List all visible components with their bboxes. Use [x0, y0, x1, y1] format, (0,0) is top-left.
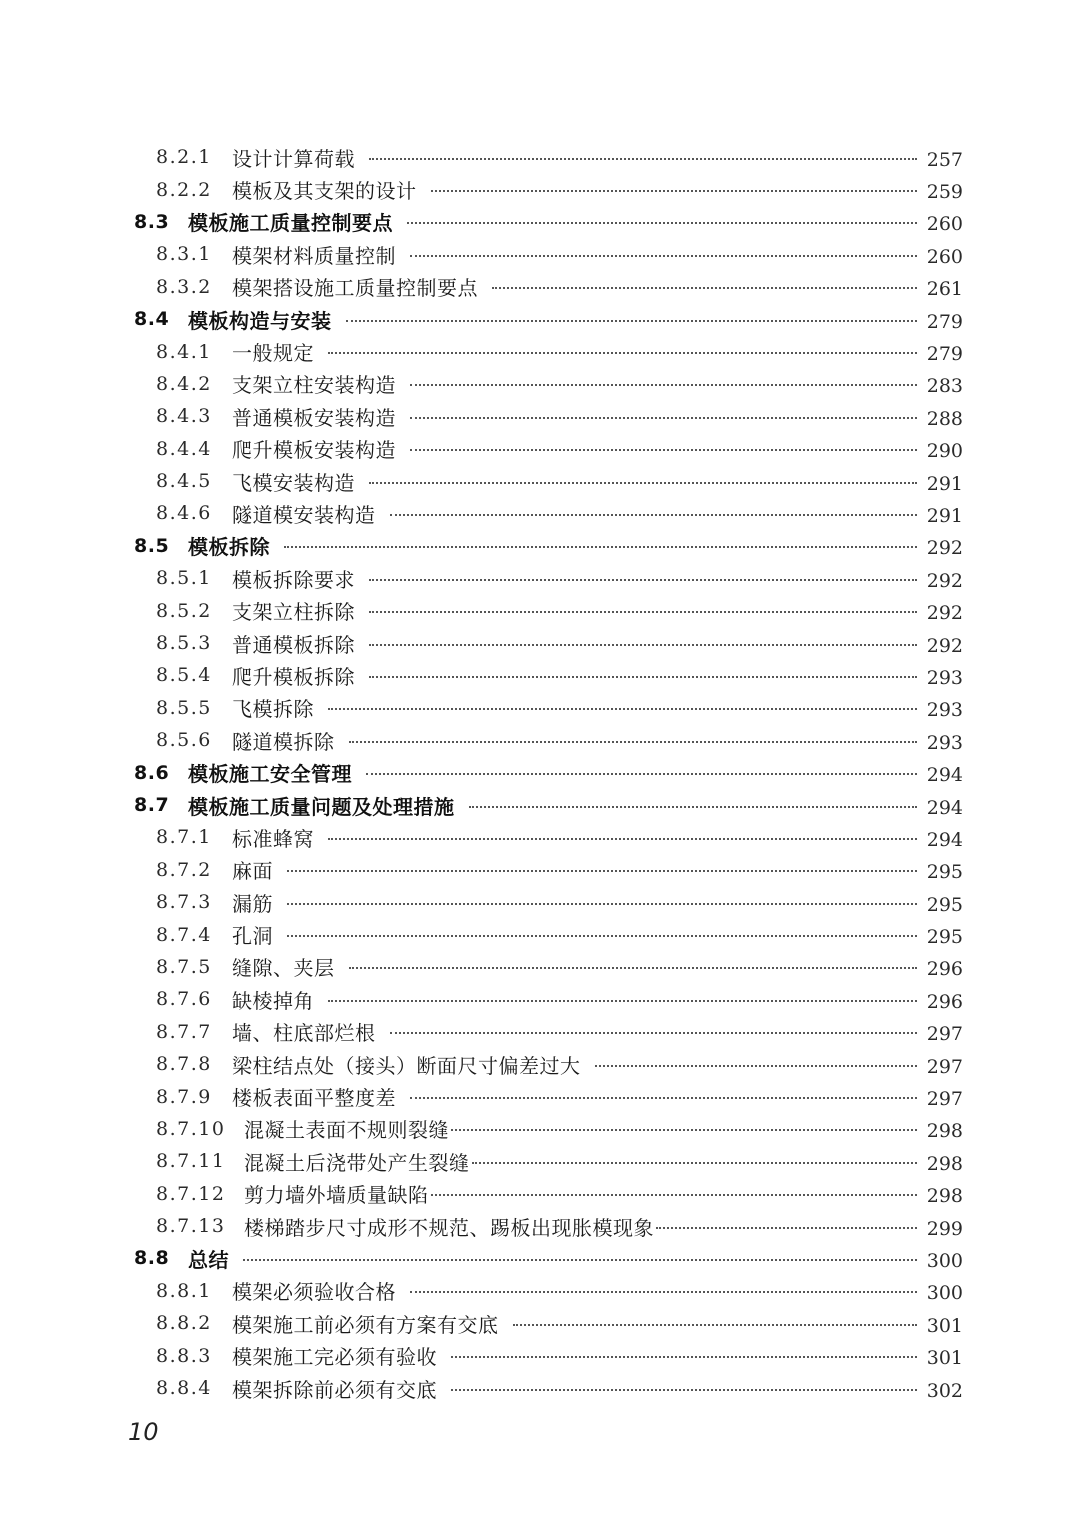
toc-subsection-row[interactable]: [0, 821, 1080, 853]
toc-subsection-row[interactable]: [0, 659, 1080, 691]
toc-entry-line: [232, 823, 963, 852]
toc-entry-title: 飞模拆除: [232, 697, 314, 722]
toc-subsection-row[interactable]: [0, 173, 1080, 205]
toc-entry-page: 291: [926, 472, 963, 495]
dot-leader: [451, 1129, 917, 1131]
toc-entry-line: [232, 952, 963, 981]
toc-entry-line: [232, 1082, 963, 1111]
toc-entry-line: [232, 920, 963, 949]
toc-entry-title: 一般规定: [232, 341, 314, 366]
toc-entry-line: [232, 499, 963, 528]
page-number: 10: [128, 1418, 159, 1446]
toc-section-row[interactable]: [0, 789, 1080, 821]
toc-entry-page: 295: [926, 861, 963, 884]
toc-entry-number: 8.8.4: [156, 1377, 212, 1400]
toc-entry-line: [244, 1179, 963, 1208]
toc-entry-page: 292: [926, 602, 963, 625]
dot-leader: [410, 449, 917, 451]
toc-entry-number: 8.3.1: [156, 243, 212, 266]
toc-subsection-row[interactable]: [0, 1080, 1080, 1112]
toc-entry-line: [232, 629, 963, 658]
toc-entry-title: 漏筋: [232, 891, 273, 916]
toc-entry-number: 8.7.2: [156, 858, 212, 881]
dot-leader: [328, 352, 917, 354]
toc-entry-line: [232, 1276, 963, 1305]
toc-entry-page: 299: [926, 1217, 963, 1240]
toc-entry-title: 剪力墙外墙质量缺陷: [244, 1183, 429, 1208]
toc-entry-number: 8.5: [134, 534, 170, 557]
dot-leader: [346, 320, 917, 322]
toc-entry-page: 293: [926, 666, 963, 689]
toc-entry-title: 设计计算荷载: [232, 146, 355, 171]
toc-entry-page: 292: [926, 634, 963, 657]
dot-leader: [410, 1097, 917, 1099]
toc-section-row[interactable]: [0, 206, 1080, 238]
toc-entry-page: 294: [926, 828, 963, 851]
toc-entry-page: 261: [926, 278, 963, 301]
dot-leader: [328, 1000, 917, 1002]
toc-subsection-row[interactable]: [0, 983, 1080, 1015]
toc-entry-page: 292: [926, 569, 963, 592]
toc-entry-line: [232, 467, 963, 496]
toc-entry-line: [244, 1114, 963, 1143]
toc-subsection-row[interactable]: [0, 433, 1080, 465]
toc-entry-line: [188, 531, 963, 560]
toc-subsection-row[interactable]: [0, 951, 1080, 983]
toc-entry-page: 260: [926, 245, 963, 268]
toc-entry-line: [188, 305, 963, 334]
toc-subsection-row[interactable]: [0, 400, 1080, 432]
toc-entry-page: 297: [926, 1088, 963, 1111]
toc-entry-number: 8.7.3: [156, 891, 212, 914]
toc-entry-title: 模板施工质量控制要点: [188, 211, 393, 236]
toc-entry-number: 8.4.6: [156, 502, 212, 525]
toc-entry-page: 288: [926, 407, 963, 430]
toc-entry-number: 8.7.6: [156, 988, 212, 1011]
toc-entry-page: 290: [926, 440, 963, 463]
toc-entry-title: 梁柱结点处（接头）断面尺寸偏差过大: [232, 1053, 581, 1078]
dot-leader: [451, 1389, 917, 1391]
toc-entry-page: 259: [926, 181, 963, 204]
toc-subsection-row[interactable]: [0, 1307, 1080, 1339]
toc-entry-page: 298: [926, 1152, 963, 1175]
dot-leader: [472, 1162, 917, 1164]
dot-leader: [287, 870, 917, 872]
toc-entry-page: 297: [926, 1055, 963, 1078]
dot-leader: [656, 1227, 917, 1229]
toc-entry-title: 隧道模安装构造: [232, 502, 376, 527]
toc-entry-title: 普通模板安装构造: [232, 405, 396, 430]
toc-entry-title: 模板施工质量问题及处理措施: [188, 794, 455, 819]
toc-entry-page: 302: [926, 1379, 963, 1402]
toc-entry-line: [232, 175, 963, 204]
toc-subsection-row[interactable]: [0, 1048, 1080, 1080]
toc-entry-line: [232, 1017, 963, 1046]
dot-leader: [410, 1291, 917, 1293]
toc-subsection-row[interactable]: [0, 1275, 1080, 1307]
toc-entry-number: 8.7: [134, 794, 170, 816]
dot-leader: [469, 806, 917, 808]
toc-entry-number: 8.8: [134, 1247, 170, 1270]
dot-leader: [410, 255, 917, 257]
toc-entry-line: [232, 1309, 963, 1338]
toc-subsection-row[interactable]: [0, 497, 1080, 529]
dot-leader: [451, 1356, 917, 1358]
toc-entry-line: [232, 693, 963, 722]
toc-entry-number: 8.5.3: [156, 632, 212, 655]
dot-leader: [390, 1032, 917, 1034]
toc-entry-page: 297: [926, 1023, 963, 1046]
toc-entry-title: 孔洞: [232, 924, 273, 949]
toc-entry-title: 缺棱掉角: [232, 988, 314, 1013]
toc-entry-line: [232, 564, 963, 593]
toc-entry-line: [244, 1147, 963, 1176]
toc-entry-number: 8.3: [134, 210, 170, 233]
dot-leader: [369, 158, 917, 160]
dot-leader: [369, 611, 917, 613]
dot-leader: [410, 384, 917, 386]
toc-entry-number: 8.2.2: [156, 178, 212, 201]
toc-entry-line: [232, 434, 963, 463]
toc-entry-title: 爬升模板拆除: [232, 664, 355, 689]
toc-entry-title: 标准蜂窝: [232, 826, 314, 851]
dot-leader: [595, 1065, 917, 1067]
toc-entry-title: 模架施工前必须有方案有交底: [232, 1312, 499, 1337]
toc-entry-title: 模板拆除要求: [232, 567, 355, 592]
dot-leader: [407, 222, 917, 224]
dot-leader: [328, 838, 917, 840]
toc-entry-title: 模板构造与安装: [188, 308, 332, 333]
toc-subsection-row[interactable]: [0, 1016, 1080, 1048]
toc-entry-page: 296: [926, 958, 963, 981]
toc-subsection-row[interactable]: [0, 141, 1080, 173]
toc-entry-line: [232, 402, 963, 431]
toc-subsection-row[interactable]: [0, 1339, 1080, 1371]
toc-subsection-row[interactable]: [0, 918, 1080, 950]
toc-entry-page: 295: [926, 926, 963, 949]
dot-leader: [284, 546, 917, 548]
toc-entry-number: 8.5.2: [156, 599, 212, 622]
toc-entry-line: [232, 240, 963, 269]
dot-leader: [369, 482, 917, 484]
dot-leader: [369, 579, 917, 581]
toc-entry-title: 墙、柱底部烂根: [232, 1021, 376, 1046]
toc-entry-title: 模架必须验收合格: [232, 1280, 396, 1305]
toc-entry-number: 8.8.3: [156, 1344, 212, 1367]
toc-entry-page: 279: [926, 310, 963, 333]
toc-entry-title: 模板拆除: [188, 535, 270, 560]
toc-entry-title: 隧道模拆除: [232, 729, 335, 754]
toc-entry-line: [232, 1374, 963, 1403]
toc-section-row[interactable]: [0, 530, 1080, 562]
toc-entry-line: [232, 888, 963, 917]
toc-entry-page: 294: [926, 764, 963, 787]
toc-entry-page: 295: [926, 893, 963, 916]
toc-entry-number: 8.2.1: [156, 146, 212, 169]
toc-entry-number: 8.4.5: [156, 470, 212, 493]
toc-entry-title: 楼梯踏步尺寸成形不规范、踢板出现胀模现象: [244, 1215, 654, 1240]
toc-section-row[interactable]: [0, 303, 1080, 335]
toc-entry-number: 8.7.13: [156, 1215, 226, 1238]
toc-entry-number: 8.5.5: [156, 696, 212, 719]
toc-entry-title: 飞模安装构造: [232, 470, 355, 495]
toc-entry-number: 8.3.2: [156, 275, 212, 298]
toc-entry-number: 8.7.9: [156, 1085, 212, 1108]
toc-entry-page: 298: [926, 1185, 963, 1208]
toc-entry-line: [232, 855, 963, 884]
toc-subsection-row[interactable]: [0, 854, 1080, 886]
toc-entry-line: [232, 143, 963, 172]
dot-leader: [410, 417, 917, 419]
toc-entry-title: 模架材料质量控制: [232, 243, 396, 268]
toc-entry-title: 混凝土后浇带处产生裂缝: [244, 1150, 470, 1175]
toc-entry-title: 混凝土表面不规则裂缝: [244, 1118, 449, 1143]
toc-entry-page: 301: [926, 1314, 963, 1337]
toc-entry-line: [232, 985, 963, 1014]
toc-entry-line: [232, 337, 963, 366]
toc-entry-title: 支架立柱安装构造: [232, 373, 396, 398]
toc-subsection-row[interactable]: [0, 271, 1080, 303]
toc-subsection-row[interactable]: [0, 692, 1080, 724]
toc-entry-line: [244, 1212, 963, 1241]
dot-leader: [287, 903, 917, 905]
table-of-contents: [0, 141, 1080, 1404]
toc-entry-page: 293: [926, 699, 963, 722]
toc-entry-page: 291: [926, 504, 963, 527]
toc-section-row[interactable]: [0, 1242, 1080, 1274]
toc-entry-title: 楼板表面平整度差: [232, 1086, 396, 1111]
toc-entry-title: 麻面: [232, 859, 273, 884]
toc-entry-number: 8.8.2: [156, 1312, 212, 1335]
toc-entry-number: 8.7.12: [156, 1182, 226, 1205]
toc-subsection-row[interactable]: [0, 627, 1080, 659]
toc-subsection-row[interactable]: [0, 1210, 1080, 1242]
toc-entry-line: [232, 596, 963, 625]
toc-entry-title: 模架搭设施工质量控制要点: [232, 276, 478, 301]
toc-entry-line: [188, 758, 963, 787]
toc-entry-number: 8.4.4: [156, 437, 212, 460]
toc-subsection-row[interactable]: [0, 886, 1080, 918]
toc-entry-line: [188, 207, 963, 236]
toc-entry-line: [232, 661, 963, 690]
toc-entry-title: 缝隙、夹层: [232, 956, 335, 981]
toc-entry-title: 模架施工完必须有验收: [232, 1345, 437, 1370]
toc-entry-title: 模板施工安全管理: [188, 762, 352, 787]
toc-entry-line: [232, 369, 963, 398]
toc-entry-page: 300: [926, 1249, 963, 1272]
toc-entry-number: 8.4: [134, 308, 170, 331]
dot-leader: [366, 773, 917, 775]
toc-subsection-row[interactable]: [0, 594, 1080, 626]
toc-entry-number: 8.7.4: [156, 923, 212, 946]
toc-entry-page: 298: [926, 1120, 963, 1143]
dot-leader: [328, 708, 917, 710]
toc-entry-page: 301: [926, 1347, 963, 1370]
toc-entry-title: 爬升模板安装构造: [232, 438, 396, 463]
toc-entry-number: 8.7.10: [156, 1117, 226, 1140]
toc-subsection-row[interactable]: [0, 238, 1080, 270]
toc-entry-title: 模板及其支架的设计: [232, 179, 417, 204]
dot-leader: [492, 287, 917, 289]
toc-subsection-row[interactable]: [0, 1145, 1080, 1177]
toc-entry-page: 292: [926, 537, 963, 560]
toc-subsection-row[interactable]: [0, 465, 1080, 497]
toc-entry-number: 8.4.2: [156, 372, 212, 395]
toc-entry-number: 8.5.6: [156, 729, 212, 752]
toc-entry-number: 8.7.8: [156, 1053, 212, 1076]
dot-leader: [287, 935, 917, 937]
toc-entry-number: 8.7.5: [156, 955, 212, 978]
dot-leader: [349, 741, 917, 743]
dot-leader: [431, 1194, 917, 1196]
toc-entry-page: 283: [926, 375, 963, 398]
toc-entry-number: 8.7.11: [156, 1150, 226, 1173]
toc-subsection-row[interactable]: [0, 1113, 1080, 1145]
dot-leader: [431, 190, 917, 192]
toc-entry-number: 8.6: [134, 761, 170, 784]
toc-entry-line: [188, 791, 963, 820]
toc-entry-title: 支架立柱拆除: [232, 600, 355, 625]
toc-entry-number: 8.8.1: [156, 1279, 212, 1302]
toc-entry-page: 294: [926, 796, 963, 819]
toc-subsection-row[interactable]: [0, 724, 1080, 756]
toc-entry-number: 8.4.3: [156, 405, 212, 428]
toc-entry-title: 模架拆除前必须有交底: [232, 1377, 437, 1402]
toc-entry-line: [232, 272, 963, 301]
dot-leader: [243, 1259, 917, 1261]
toc-entry-page: 279: [926, 343, 963, 366]
toc-section-row[interactable]: [0, 756, 1080, 788]
toc-entry-page: 260: [926, 213, 963, 236]
toc-entry-number: 8.5.4: [156, 664, 212, 687]
toc-subsection-row[interactable]: [0, 562, 1080, 594]
toc-entry-line: [188, 1244, 963, 1273]
toc-entry-page: 293: [926, 731, 963, 754]
toc-subsection-row[interactable]: [0, 368, 1080, 400]
toc-entry-title: 总结: [188, 1247, 229, 1272]
dot-leader: [369, 676, 917, 678]
toc-subsection-row[interactable]: [0, 335, 1080, 367]
toc-entry-line: [232, 1341, 963, 1370]
toc-entry-page: 300: [926, 1282, 963, 1305]
toc-entry-title: 普通模板拆除: [232, 632, 355, 657]
toc-entry-number: 8.7.7: [156, 1020, 212, 1043]
toc-entry-number: 8.7.1: [156, 826, 212, 849]
dot-leader: [369, 644, 917, 646]
toc-entry-page: 257: [926, 148, 963, 171]
toc-subsection-row[interactable]: [0, 1178, 1080, 1210]
toc-entry-line: [232, 1050, 963, 1079]
toc-entry-line: [232, 726, 963, 755]
dot-leader: [390, 514, 917, 516]
dot-leader: [513, 1324, 917, 1326]
toc-entry-number: 8.4.1: [156, 340, 212, 363]
dot-leader: [349, 967, 917, 969]
toc-entry-page: 296: [926, 990, 963, 1013]
toc-entry-number: 8.5.1: [156, 567, 212, 590]
toc-subsection-row[interactable]: [0, 1372, 1080, 1404]
